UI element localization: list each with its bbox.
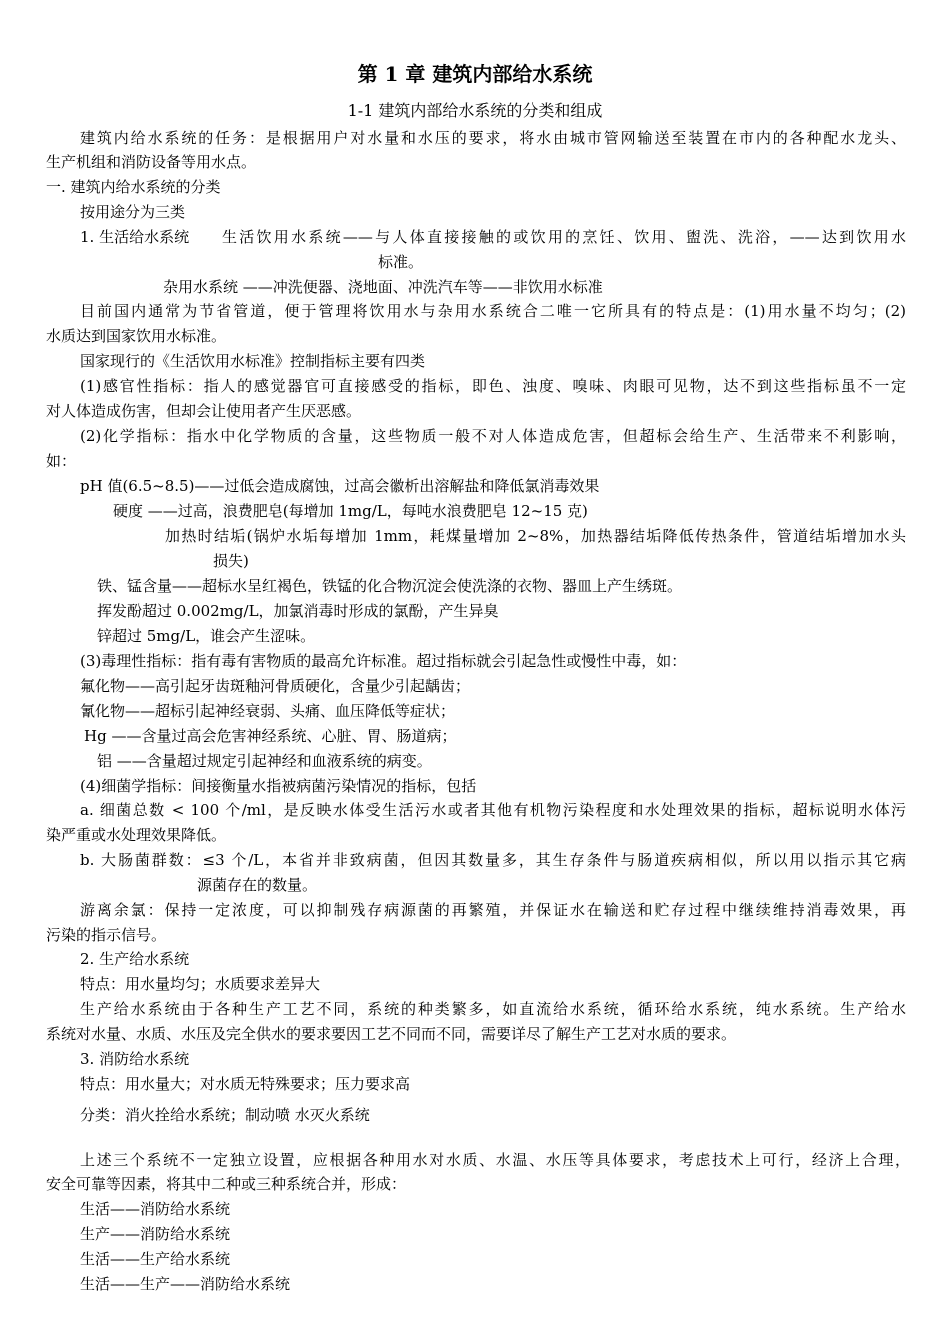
paragraph-line: 对人体造成伤害，但却会让使用者产生厌恶感。 xyxy=(46,402,362,420)
paragraph-line: 生活饮用水系统——与人体直接接触的或饮用的烹饪、饮用、盥洗、洗浴，——达到饮用水 xyxy=(222,228,906,246)
paragraph-line: 污染的指示信号。 xyxy=(46,926,167,944)
paragraph-line: 氟化物——高引起牙齿斑釉河骨质硬化，含量少引起龋齿； xyxy=(80,677,471,695)
paragraph-line: pH 值(6.5~8.5)——过低会造成腐蚀，过高会徽析出溶解盐和降低氯消毒效果 xyxy=(80,477,600,495)
paragraph-line: 水质达到国家饮用水标准。 xyxy=(46,327,227,345)
category-heading: 3. 消防给水系统 xyxy=(80,1050,190,1068)
paragraph-line: 硬度 ——过高，浪费肥皂(每增加 1mg/L，每吨水浪费肥皂 12~15 克) xyxy=(113,502,588,520)
paragraph-line: 氰化物——超标引起神经衰弱、头痛、血压降低等症状； xyxy=(80,702,456,720)
paragraph-line: 源菌存在的数量。 xyxy=(197,876,318,894)
paragraph-line: 生产机组和消防设备等用水点。 xyxy=(46,153,257,171)
paragraph-line: 铝 ——含量超过规定引起神经和血液系统的病变。 xyxy=(97,752,432,770)
paragraph-line: 杂用水系统 ——冲洗便器、浇地面、冲洗汽车等——非饮用水标准 xyxy=(163,278,603,296)
list-item: 生活——生产——消防给水系统 xyxy=(80,1275,291,1293)
paragraph-line: 目前国内通常为节省管道，便于管理将饮用水与杂用水系统合二唯一它所具有的特点是：(1)用水量不均匀；(2) xyxy=(80,302,906,320)
paragraph-line: 标准。 xyxy=(378,253,424,271)
paragraph-line: 损失) xyxy=(213,552,249,570)
category-heading: 1. 生活给水系统 xyxy=(80,228,190,246)
paragraph-line: 如： xyxy=(46,452,77,470)
paragraph-line: 按用途分为三类 xyxy=(80,203,186,221)
paragraph-line: b. 大肠菌群数：≤3 个/L，本省并非致病菌，但因其数量多，其生存条件与肠道疾病相似，所以用以指示其它病 xyxy=(80,851,906,869)
paragraph-line: 国家现行的《生活饮用水标准》控制指标主要有四类 xyxy=(80,352,426,370)
paragraph-line: 锌超过 5mg/L，谁会产生涩味。 xyxy=(97,627,316,645)
list-item: 生活——消防给水系统 xyxy=(80,1200,231,1218)
paragraph-line: 铁、锰含量——超标水呈红褐色，铁锰的化合物沉淀会使洗涤的衣物、器皿上产生绣斑。 xyxy=(97,577,683,595)
section-heading: 一. 建筑内给水系统的分类 xyxy=(46,178,221,196)
paragraph-line: (1)感官性指标：指人的感觉器官可直接感受的指标，即色、浊度、嗅味、肉眼可见物，达不到这些指标虽不一定 xyxy=(80,377,906,395)
paragraph-line: 特点：用水量大；对水质无特殊要求；压力要求高 xyxy=(80,1075,411,1093)
paragraph-line: 加热时结垢(锅炉水垢每增加 1mm，耗煤量增加 2~8%，加热器结垢降低传热条件，管道结垢增加水头 xyxy=(165,527,906,545)
category-heading: 2. 生产给水系统 xyxy=(80,950,190,968)
paragraph-line: 上述三个系统不一定独立设置，应根据各种用水对水质、水温、水压等具体要求，考虑技术上可行，经济上合理， xyxy=(80,1151,910,1169)
list-item: 生产——消防给水系统 xyxy=(80,1225,231,1243)
paragraph-line: 建筑内给水系统的任务：是根据用户对水量和水压的要求，将水由城市管网输送至装置在市内的各种配水龙头、 xyxy=(80,129,906,147)
paragraph-line: 染严重或水处理效果降低。 xyxy=(46,826,227,844)
paragraph-line: (3)毒理性指标：指有毒有害物质的最高允许标准。超过指标就会引起急性或慢性中毒，如： xyxy=(80,652,687,670)
paragraph-line: 生产给水系统由于各种生产工艺不同，系统的种类繁多，如直流给水系统，循环给水系统，纯水系统。生产给水 xyxy=(80,1000,906,1018)
paragraph-line: 游离余氯：保持一定浓度，可以抑制残存病源菌的再繁殖，并保证水在输送和贮存过程中继续维持消毒效果，再 xyxy=(80,901,906,919)
section-title: 1-1 建筑内部给水系统的分类和组成 xyxy=(347,101,603,120)
list-item: 生活——生产给水系统 xyxy=(80,1250,231,1268)
paragraph-line: 系统对水量、水质、水压及完全供水的要求要因工艺不同而不同，需要详尽了解生产工艺对水质的要求。 xyxy=(46,1025,737,1043)
paragraph-line: 挥发酚超过 0.002mg/L，加氯消毒时形成的氯酚，产生异臭 xyxy=(97,602,499,620)
paragraph-line: Hg ——含量过高会危害神经系统、心脏、胃、肠道病； xyxy=(84,727,457,745)
paragraph-line: (4)细菌学指标：间接衡量水指被病菌污染情况的指标，包括 xyxy=(80,777,477,795)
paragraph-line: (2)化学指标：指水中化学物质的含量，这些物质一般不对人体造成危害，但超标会给生产、生活带来不利影响， xyxy=(80,427,906,445)
paragraph-line: 分类：消火拴给水系统；制动喷 水灭火系统 xyxy=(80,1106,370,1124)
chapter-title: 第 1 章 建筑内部给水系统 xyxy=(357,62,593,86)
paragraph-line: 安全可靠等因素，将其中二种或三种系统合并，形成： xyxy=(46,1175,407,1193)
paragraph-line: 特点：用水量均匀；水质要求差异大 xyxy=(80,975,321,993)
paragraph-line: a. 细菌总数 < 100 个/ml，是反映水体受生活污水或者其他有机物污染程度和水处理效果的指标，超标说明水体污 xyxy=(80,801,906,819)
